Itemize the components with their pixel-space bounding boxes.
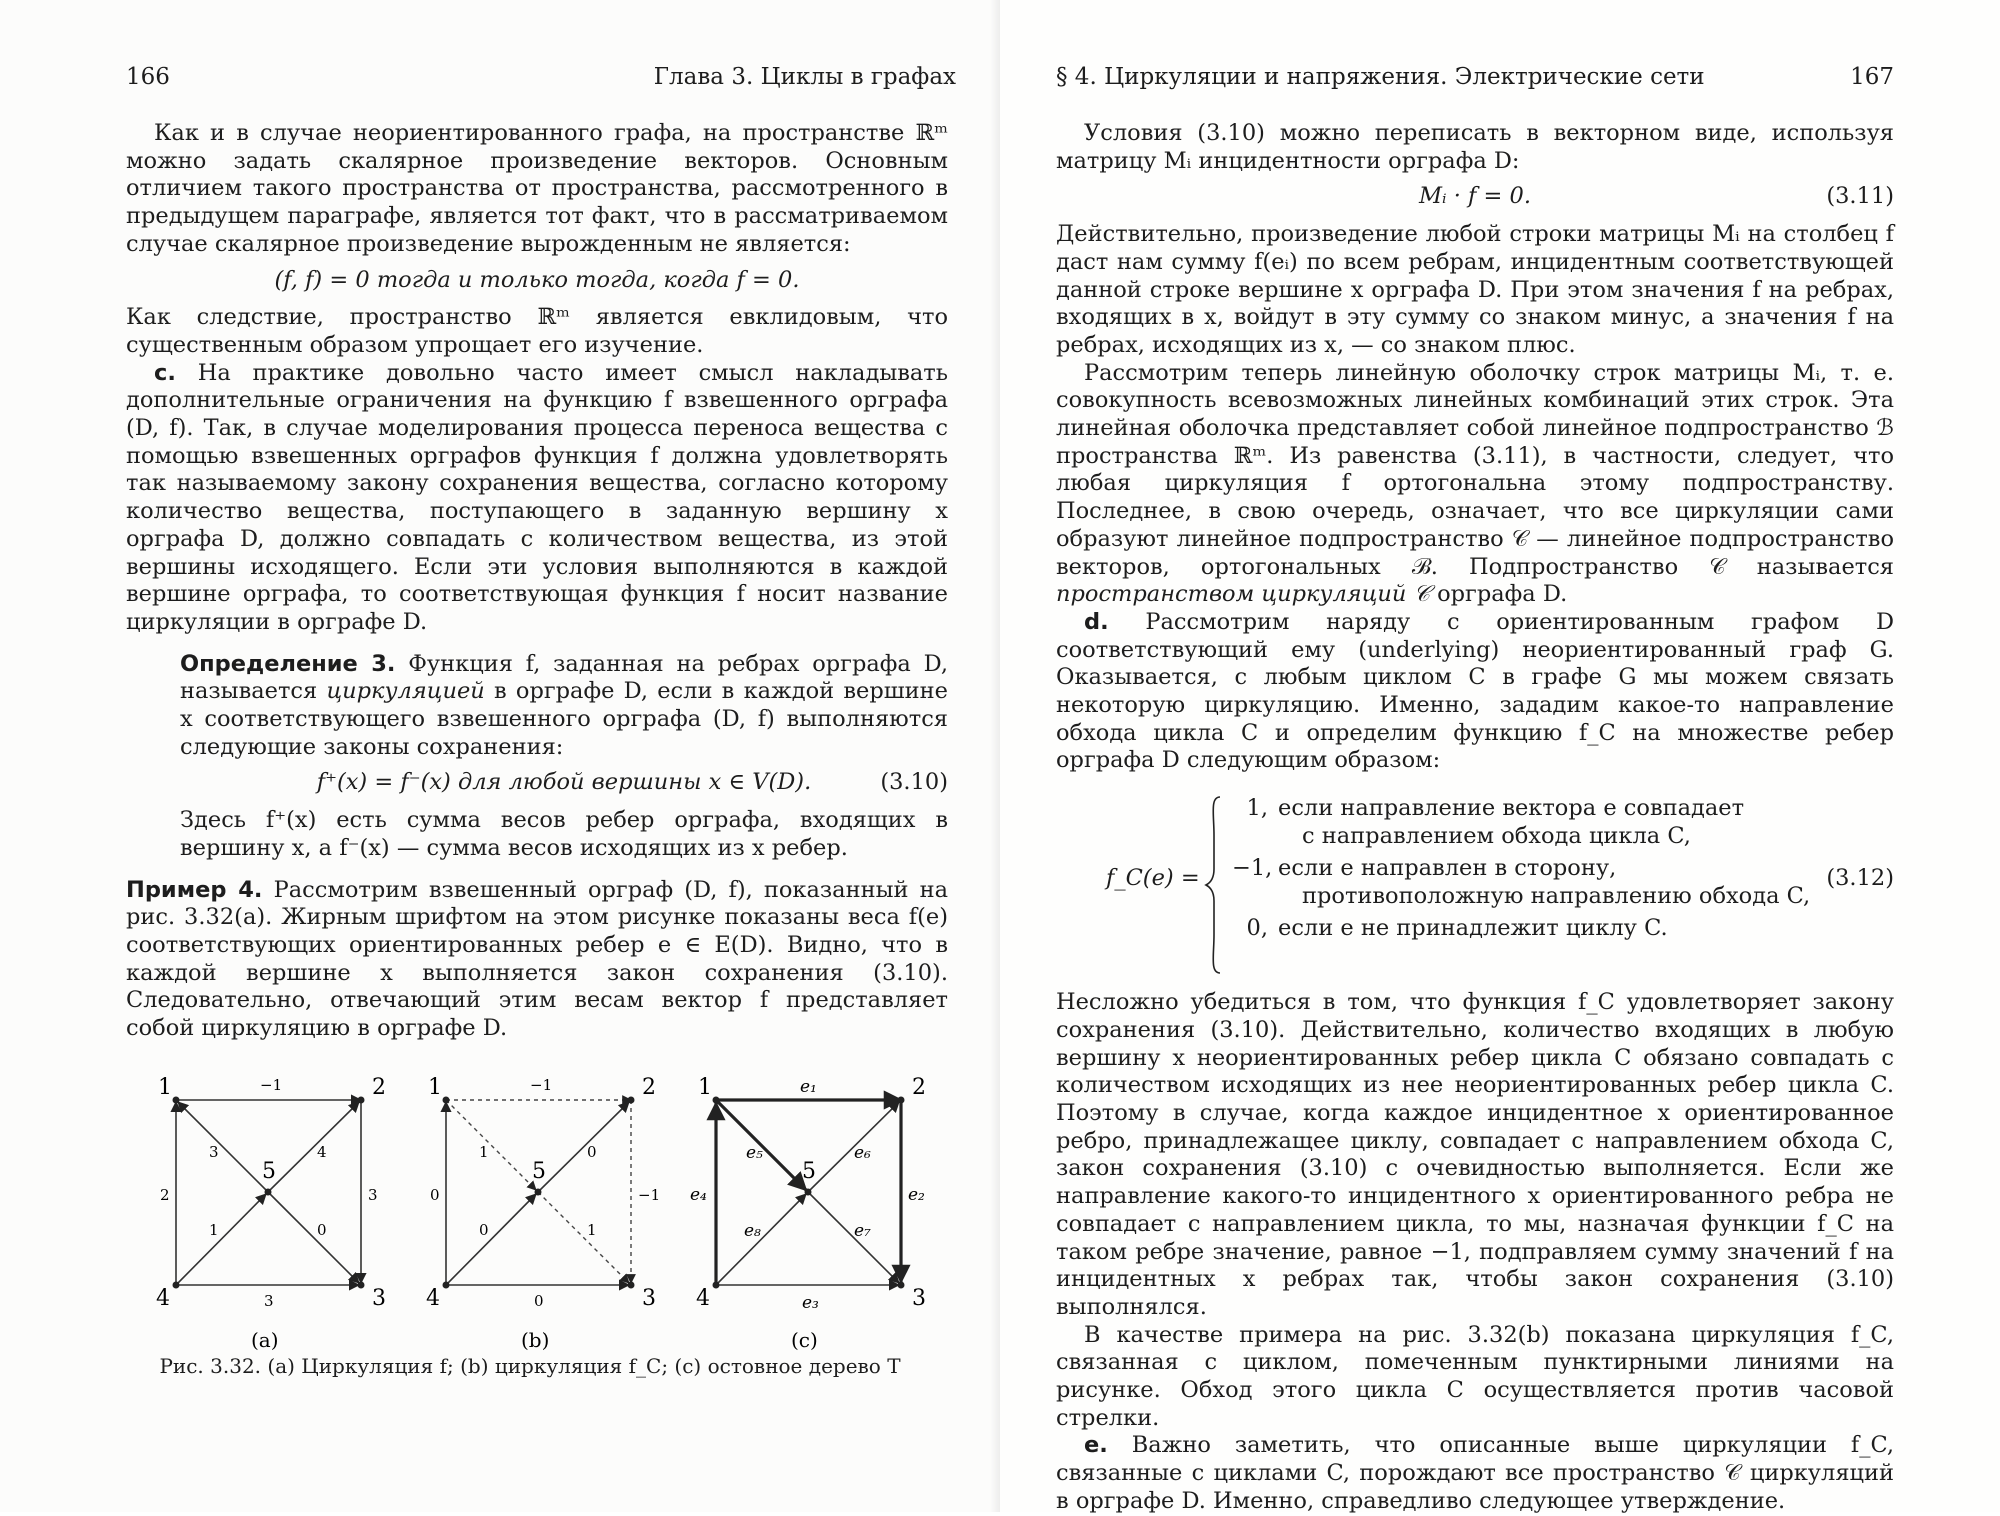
- edge-label: 0: [430, 1186, 440, 1204]
- subfigure-label-c: (c): [791, 1328, 818, 1352]
- edge-label: 0: [534, 1292, 544, 1310]
- vertex-b-5: [535, 1189, 542, 1196]
- edge-label: 0: [587, 1143, 597, 1161]
- edge-label: 0: [317, 1221, 327, 1239]
- vertex-label: 5: [532, 1159, 546, 1184]
- vertex-label: 1: [698, 1075, 712, 1100]
- edge-label: 3: [209, 1143, 219, 1161]
- left-body: [126, 120, 948, 1043]
- vertex-c-5: [805, 1189, 812, 1196]
- equation-scalar-product: (f, f) = 0 тогда и только тогда, когда f = 0.: [274, 266, 800, 293]
- case-2-value: −1,: [1232, 855, 1273, 882]
- edge-b-53: [538, 1192, 629, 1283]
- case-1-text-line-2: с направлением обхода цикла C,: [1302, 823, 1691, 850]
- vertex-a-1: [173, 1097, 180, 1104]
- edge-a-45: [176, 1194, 266, 1285]
- case-1-value: 1,: [1246, 795, 1268, 822]
- right-paragraph-4: d. Рассмотрим наряду с ориентированным графом D соответствующий ему (underlying) неориентированный граф G. Оказывается, с любым циклом C в графе G мы можем связать некоторую циркуляцию. Именно, зададим какое-то направление обхода цикла C и определим функцию f_C на множестве ребер орграфа D следующим образом:: [1056, 608, 1894, 774]
- subfigure-label-b: (b): [521, 1328, 550, 1352]
- definition-3: Определение 3. Функция f, заданная на ребрах орграфа D, называется циркуляцией в орграфе D, если в каждой вершине x соответствующего взвешенного орграфа (D, f) выполняются следующие законы сохранения: f⁺(x) = f⁻(x) для любой вершины x ∈ V(D). (3.10) Здесь f⁺(x) есть сумма весов ребер орграфа, входящих в вершину x, а f⁻(x) — сумма весов исходящих из x ребер.: [180, 650, 948, 861]
- right-paragraph-1: Условия (3.10) можно переписать в векторном виде, используя матрицу Mᵢ инцидентности орграфа D:: [1056, 120, 1894, 174]
- vertex-a-3: [358, 1282, 365, 1289]
- figure-svg: [156, 1070, 936, 1352]
- right-running-head: § 4. Циркуляции и напряжения. Электрические сети: [1056, 64, 1705, 90]
- edge-label: e₆: [854, 1143, 871, 1163]
- item-label-c: c.: [154, 359, 176, 386]
- vertex-a-2: [358, 1097, 365, 1104]
- term-circulation-space: пространством циркуляций 𝒞: [1056, 581, 1430, 608]
- edge-label: 1: [479, 1143, 489, 1161]
- right-body: [1056, 120, 1894, 1516]
- vertex-c-3: [898, 1282, 905, 1289]
- edge-label: 3: [264, 1292, 274, 1310]
- example-4: Пример 4. Рассмотрим взвешенный орграф (D, f), показанный на рис. 3.32(a). Жирным шрифтом на этом рисунке показаны веса f(e) соответствующих ориентированных ребер e ∈ E(D). Видно, что в каждой вершине x выполняется закон сохранения (3.10). Следовательно, отвечающий этим весам вектор f представляет собой циркуляцию в орграфе D.: [126, 876, 948, 1042]
- left-paragraph-2: Как следствие, пространство ℝᵐ является евклидовым, что существенным образом упрощает его изучение.: [126, 304, 948, 358]
- vertex-c-2: [898, 1097, 905, 1104]
- edge-label: 4: [317, 1143, 327, 1161]
- left-page: [0, 0, 1000, 1512]
- edge-label: 1: [587, 1221, 597, 1239]
- vertex-a-5: [265, 1189, 272, 1196]
- edge-label: e₂: [908, 1185, 925, 1205]
- example-label: Пример 4.: [126, 876, 263, 903]
- item-label-d: d.: [1084, 608, 1109, 635]
- edge-label: −1: [530, 1076, 553, 1094]
- vertex-label: 1: [428, 1075, 442, 1100]
- graph-c: [690, 1075, 926, 1352]
- left-paragraph-3: c. На практике довольно часто имеет смысл накладывать дополнительные ограничения на функцию f взвешенного орграфа (D, f). Так, в случае моделирования процесса переноса вещества с помощью взвешенных орграфов функция f должна удовлетворять так называемому закону сохранения вещества, согласно которому количество вещества, поступающего в заданную вершину x орграфа D, должно совпадать с количеством вещества, из этой вершины исходящего. Если эти условия выполняются в каждой вершине орграфа, то соответствующая функция f носит название циркуляции в орграфе D.: [126, 359, 949, 635]
- right-paragraph-6: В качестве примера на рис. 3.32(b) показана циркуляция f_C, связанная с циклом, помеченным пунктирными линиями на рисунке. Обход этого цикла C осуществляется против часовой стрелки.: [1056, 1321, 1894, 1431]
- equation-3-10: f⁺(x) = f⁻(x) для любой вершины x ∈ V(D). (3.10): [316, 769, 948, 796]
- edge-c-45: [716, 1194, 806, 1285]
- left-running-head: Глава 3. Циклы в графах: [653, 64, 956, 90]
- item-label-e: e.: [1084, 1432, 1108, 1459]
- edge-label: e₈: [744, 1221, 761, 1241]
- case-3-text: если e не принадлежит циклу C.: [1278, 915, 1668, 942]
- edge-b-15: [446, 1100, 536, 1190]
- vertex-label: 4: [696, 1286, 710, 1311]
- edge-label: e₄: [690, 1185, 707, 1205]
- cases-lhs: f_C(e) =: [1106, 865, 1200, 892]
- vertex-label: 2: [912, 1075, 926, 1100]
- edge-label: e₅: [746, 1143, 763, 1163]
- left-paragraph-1: Как и в случае неориентированного графа, на пространстве ℝᵐ можно задать скалярное произведение векторов. Основным отличием такого пространства от пространства, рассмотренного в предыдущем параграфе, является тот факт, что в рассматриваемом случае скалярное произведение вырожденным не является:: [126, 120, 948, 257]
- left-page-number: 166: [126, 64, 170, 90]
- graph-a: [156, 1075, 386, 1352]
- edge-label: −1: [260, 1076, 283, 1094]
- vertex-label: 3: [642, 1286, 656, 1311]
- vertex-label: 4: [426, 1286, 440, 1311]
- edge-a-53: [268, 1192, 359, 1283]
- edge-label: 3: [368, 1186, 378, 1204]
- equation-3-12: [1056, 795, 1894, 975]
- edge-label: −1: [638, 1186, 661, 1204]
- definition-note: Здесь f⁺(x) есть сумма весов ребер орграфа, входящих в вершину x, а f⁻(x) — сумма весов исходящих из x ребер.: [180, 807, 948, 861]
- right-paragraph-5: Несложно убедиться в том, что функция f_C удовлетворяет закону сохранения (3.10). Действительно, количество входящих в любую вершину x неориентированных ребер цикла C обязано совпадать с количеством исходящих из нее неориентированных ребер цикла C. Поэтому в случае, когда каждое инцидентное x ориентированное ребро, принадлежащее циклу, совпадает с направлением обхода C, закон сохранения (3.10) с очевидностью выполняется. Если же направление какого-то инцидентного x ориентированного ребра не совпадает с направлением цикла, то мы, назначая функции f_C на таком ребре значение, равное −1, подправляем сумму значений f на инцидентных x ребрах так, чтобы закон сохранения (3.10) выполнялся.: [1056, 989, 1894, 1320]
- vertex-b-2: [628, 1097, 635, 1104]
- graph-b: [426, 1075, 660, 1352]
- edge-label: e₇: [854, 1221, 871, 1241]
- equation-number-3-10: (3.10): [880, 769, 948, 796]
- equation-3-11: Mᵢ · f = 0. (3.11): [1419, 183, 1894, 210]
- vertex-c-4: [713, 1282, 720, 1289]
- vertex-label: 3: [912, 1286, 926, 1311]
- equation-number-3-12: (3.12): [1826, 865, 1894, 892]
- subfigure-label-a: (a): [251, 1328, 279, 1352]
- vertex-label: 2: [372, 1075, 386, 1100]
- vertex-a-4: [173, 1282, 180, 1289]
- vertex-label: 3: [372, 1286, 386, 1311]
- case-2-text-line-2: противоположную направлению обхода C,: [1302, 883, 1811, 910]
- case-1-text-line-1: если направление вектора e совпадает: [1278, 795, 1745, 822]
- vertex-b-3: [628, 1282, 635, 1289]
- vertex-label: 2: [642, 1075, 656, 1100]
- edge-label: 0: [479, 1221, 489, 1239]
- right-page: [1000, 0, 2000, 1512]
- case-3-value: 0,: [1246, 915, 1268, 942]
- edge-a-51: [178, 1102, 268, 1192]
- right-paragraph-7: e. Важно заметить, что описанные выше циркуляции f_C, связанные с циклами C, порождают все пространство 𝒞 циркуляций в орграфе D. Именно, справедливо следующее утверждение.: [1056, 1432, 1895, 1514]
- vertex-c-1: [713, 1097, 720, 1104]
- figure-3-32: [156, 1070, 936, 1352]
- right-paragraph-2: Действительно, произведение любой строки матрицы Mᵢ на столбец f даст нам сумму f(eᵢ) по всем ребрам, инцидентным соответствующей данной строке вершине x орграфа D. При этом значения f на ребрах, входящих в x, войдут в эту сумму со знаком минус, а значения f на ребрах, исходящих из x, — со знаком плюс.: [1056, 221, 1894, 358]
- equation-number-3-11: (3.11): [1826, 183, 1894, 210]
- cases-brace: [1204, 795, 1224, 975]
- definition-label: Определение 3.: [180, 650, 396, 677]
- definition-term: циркуляцией: [326, 678, 485, 705]
- edge-label: 1: [209, 1221, 219, 1239]
- edge-a-52: [268, 1102, 359, 1192]
- edge-label: 2: [160, 1186, 170, 1204]
- vertex-b-4: [443, 1282, 450, 1289]
- right-paragraph-3: Рассмотрим теперь линейную оболочку строк матрицы Mᵢ, т. е. совокупность всевозможных линейных комбинаций этих строк. Эта линейная оболочка представляет собой линейное подпространство ℬ пространства ℝᵐ. Из равенства (3.11), в частности, следует, что любая циркуляция f ортогональна этому подпространству. Последнее, в свою очередь, означает, что все циркуляции сами образуют линейное подпространство 𝒞 — линейное подпространство векторов, ортогональных ℬ. Подпространство 𝒞 называется пространством циркуляций 𝒞 орграфа D.: [1056, 359, 1894, 608]
- edge-label: e₁: [800, 1077, 817, 1097]
- edge-b-45: [446, 1194, 536, 1285]
- case-2-text-line-1: если e направлен в сторону,: [1278, 855, 1617, 882]
- vertex-label: 1: [158, 1075, 172, 1100]
- vertex-label: 4: [156, 1286, 170, 1311]
- vertex-label: 5: [802, 1159, 816, 1184]
- edge-label: e₃: [802, 1293, 819, 1313]
- vertex-label: 5: [262, 1159, 276, 1184]
- right-page-number: 167: [1850, 64, 1894, 90]
- edge-b-52: [538, 1102, 629, 1192]
- vertex-b-1: [443, 1097, 450, 1104]
- figure-caption: Рис. 3.32. (a) Циркуляция f; (b) циркуляция f_C; (c) остовное дерево T: [159, 1354, 901, 1378]
